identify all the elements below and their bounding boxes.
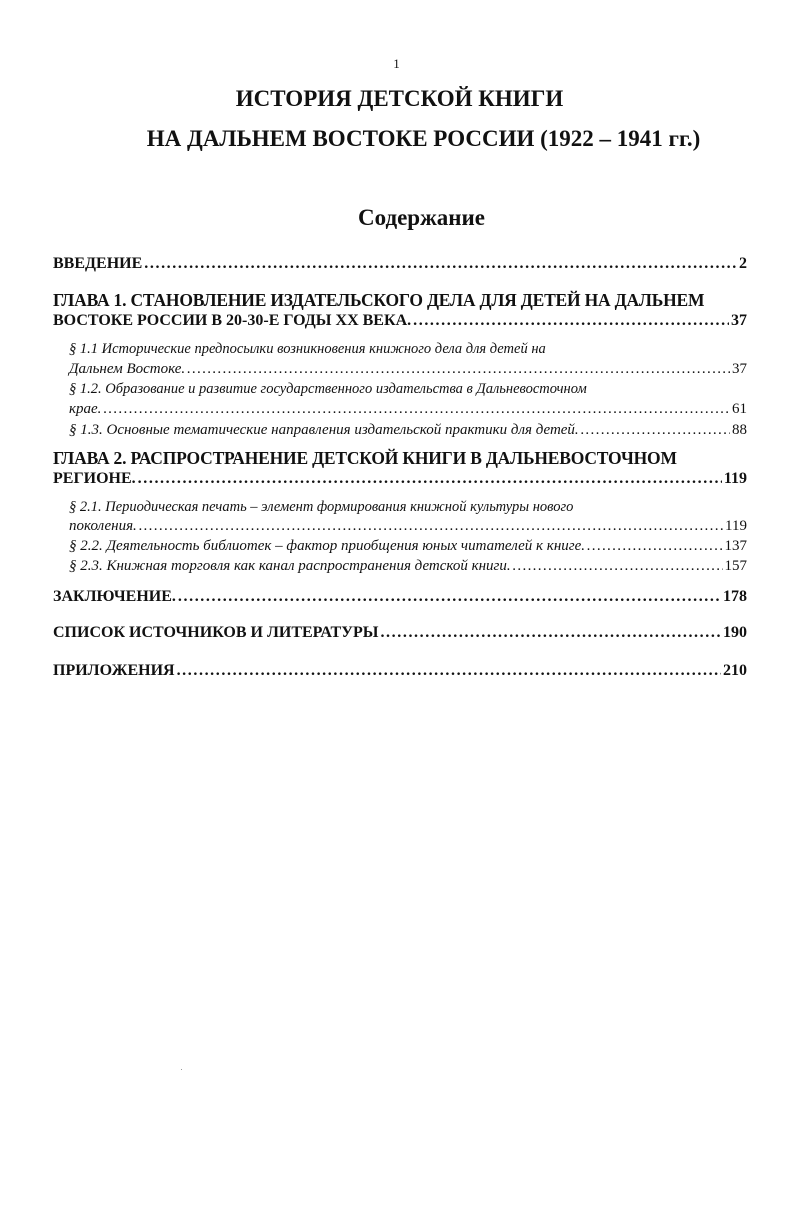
- toc-entry-conclusion[interactable]: [53, 588, 747, 606]
- chapter-2-title-line-1: ГЛАВА 2. РАСПРОСТРАНЕНИЕ ДЕТСКОЙ КНИГИ В ДАЛЬНЕВОСТОЧНОМ: [53, 448, 677, 468]
- toc-page-number: 37: [732, 361, 747, 377]
- toc-entry-label: ПРИЛОЖЕНИЯ: [53, 662, 175, 679]
- section-title-line-2: [69, 401, 747, 418]
- leader-dots: [138, 470, 722, 488]
- toc-entry-label: ЗАКЛЮЧЕНИЕ.: [53, 588, 176, 605]
- toc-section-2-3[interactable]: [69, 558, 747, 575]
- toc-page-number: 157: [724, 558, 747, 574]
- toc-page-number: 88: [732, 422, 747, 438]
- leader-dots: [413, 312, 729, 330]
- toc-entry-sources[interactable]: [53, 624, 747, 642]
- toc-entry-label: СПИСОК ИСТОЧНИКОВ И ЛИТЕРАТУРЫ: [53, 624, 379, 641]
- page-number: 1: [393, 56, 400, 71]
- chapter-1-title-line-1: ГЛАВА 1. СТАНОВЛЕНИЕ ИЗДАТЕЛЬСКОГО ДЕЛА ДЛЯ ДЕТЕЙ НА ДАЛЬНЕМ: [53, 290, 705, 310]
- toc-entry-label: РЕГИОНЕ.: [53, 470, 136, 487]
- section-title-line-2: [69, 361, 747, 378]
- toc-entry-label: § 2.2. Деятельность библиотек – фактор приобщения юных читателей к книге.: [69, 538, 586, 554]
- toc-page-number: 2: [739, 255, 747, 272]
- toc-entry-label: ВВЕДЕНИЕ: [53, 255, 143, 272]
- chapter-1-title-line-2: [53, 312, 747, 330]
- toc-page-number: 37: [731, 312, 747, 329]
- leader-dots: [187, 361, 730, 378]
- toc-page-number: 178: [723, 588, 747, 605]
- toc-entry-label: § 1.3. Основные тематические направления издательской практики для детей.: [69, 422, 579, 438]
- leader-dots: [139, 518, 723, 535]
- chapter-2-title-line-2: [53, 470, 747, 488]
- toc-entry-appendix[interactable]: [53, 662, 747, 680]
- toc-section-1-3[interactable]: [69, 422, 747, 439]
- leader-dots: [144, 255, 737, 273]
- leader-dots: [581, 422, 730, 439]
- leader-dots: [177, 662, 721, 680]
- title-line-1: ИСТОРИЯ ДЕТСКОЙ КНИГИ: [235, 86, 564, 111]
- leader-dots: [513, 558, 723, 575]
- section-title-line-1: § 1.2. Образование и развитие государственного издательства в Дальневосточном: [69, 381, 587, 397]
- section-title-line-1: § 2.1. Периодическая печать – элемент формирования книжной культуры нового: [69, 499, 574, 515]
- toc-page-number: 61: [732, 401, 747, 417]
- section-title-line-1: § 1.1 Исторические предпосылки возникновения книжного дела для детей на: [69, 341, 546, 357]
- toc-page-number: 119: [725, 518, 747, 534]
- leader-dots: [178, 588, 721, 606]
- leader-dots: [380, 624, 721, 642]
- toc-page-number: 137: [724, 538, 747, 554]
- toc-heading: Содержание: [358, 205, 485, 230]
- title-line-2: НА ДАЛЬНЕМ ВОСТОКЕ РОССИИ (1922 – 1941 гг.): [146, 126, 701, 151]
- scan-speck: [181, 1069, 182, 1070]
- toc-entry-intro[interactable]: [53, 255, 747, 273]
- toc-page-number: 190: [723, 624, 747, 641]
- toc-entry-label: ВОСТОКЕ РОССИИ В 20-30-Е ГОДЫ XX ВЕКА.: [53, 312, 412, 329]
- toc-entry-label: § 2.3. Книжная торговля как канал распространения детской книги.: [69, 558, 511, 574]
- toc-entry-label: поколения.: [69, 518, 137, 534]
- toc-page-number: 210: [723, 662, 747, 679]
- toc-entry-label: крае.: [69, 401, 102, 417]
- leader-dots: [587, 538, 722, 555]
- section-title-line-2: [69, 518, 747, 535]
- toc-entry-label: Дальнем Востоке.: [69, 361, 186, 377]
- toc-page-number: 119: [723, 470, 747, 487]
- leader-dots: [103, 401, 730, 418]
- toc-section-2-2[interactable]: [69, 538, 747, 555]
